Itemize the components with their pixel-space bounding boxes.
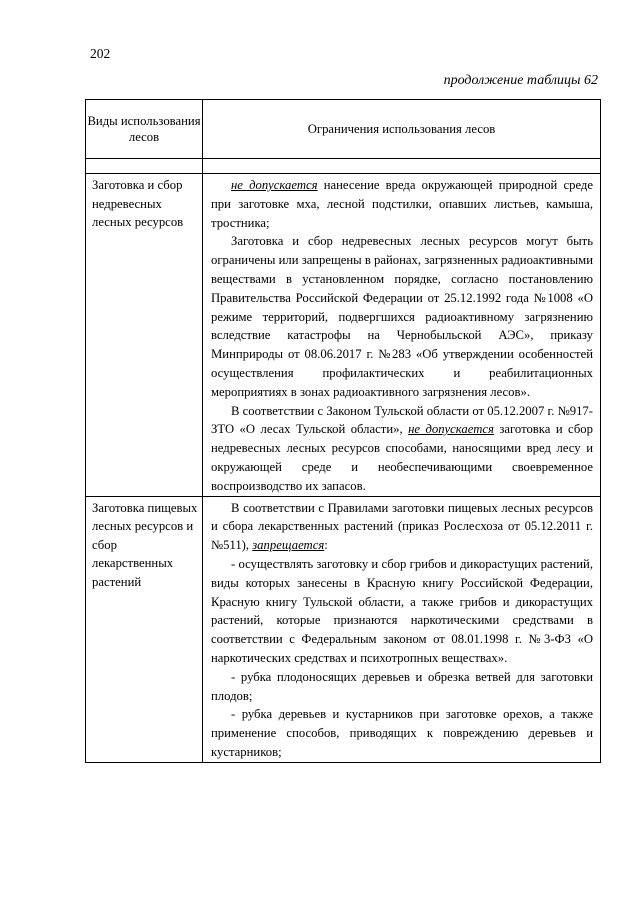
header-forest-use-types: Виды использования лесов <box>86 100 203 159</box>
paragraph-text: заготовка и сбор недревесных лесных ресурсов способами, наносящими вред лесу и окружающей среде и необеспечивающими своевременное воспроизводство их запасов. <box>211 422 593 493</box>
blank-cell <box>86 159 203 174</box>
table-header-row <box>86 100 601 159</box>
table-row <box>86 174 601 497</box>
emphasis-text: не допускается <box>408 422 494 437</box>
table-caption: продолжение таблицы 62 <box>443 73 598 88</box>
paragraph-text: : <box>324 538 328 553</box>
paragraph-text: В соответствии с Правилами заготовки пищевых лесных ресурсов и сбора лекарственных растений (приказ Рослесхоза от 05.12.2011 г. №511), <box>211 500 593 553</box>
restriction-paragraph: - рубка деревьев и кустарников при заготовке орехов, а также применение способов, приводящих к повреждению деревьев и кустарников; <box>211 707 593 759</box>
page-number: 202 <box>90 46 111 61</box>
paragraph-text: В соответствии с Законом Тульской области от 05.12.2007 г. №917-ЗТО «О лесах Тульской области», <box>211 403 593 437</box>
header-restrictions: Ограничения использования лесов <box>203 100 601 159</box>
restriction-paragraph: Заготовка и сбор недревесных лесных ресурсов могут быть ограничены или запрещены в районах, загрязненных радиоактивными веществами в установленном порядке, согласно постановлению Правительства Российской Федерации от 25.12.1992 года №1008 «О режиме территорий, подвергшихся радиоактивному загрязнению вследствие катастрофы на Чернобыльской АЭС», приказу Минприроды от 08.06.2017 г. №283 «Об утверждении особенностей осуществления профилактических и реабилитационных мероприятиях в зонах радиоактивного загрязнения лесов». <box>211 234 593 399</box>
restriction-paragraph: - осуществлять заготовку и сбор грибов и дикорастущих растений, виды которых занесены в Красную книгу Российской Федерации, Красную книгу Тульской области, а также грибов и дикорастущих растений, которые признаются наркотическими средствами в соответствии с Федеральным законом от 08.01.1998 г. №3-ФЗ «О наркотических средствах и психотропных веществах». <box>211 556 593 665</box>
restrictions-table <box>85 99 601 763</box>
restrictions-cell <box>203 496 601 762</box>
blank-row <box>86 159 601 174</box>
paragraph-text: нанесение вреда окружающей природной среде при заготовке мха, лесной подстилки, опавших листьев, камыша, тростника; <box>211 178 594 230</box>
table-row <box>86 496 601 762</box>
restrictions-cell <box>203 174 601 497</box>
forest-use-type-cell: Заготовка и сбор недревесных лесных ресурсов <box>86 174 203 497</box>
blank-cell <box>203 159 601 174</box>
restriction-paragraph <box>211 402 593 496</box>
emphasis-text: запрещается <box>252 538 325 553</box>
forest-use-type-cell: Заготовка пищевых лесных ресурсов и сбор лекарственных растений <box>86 496 203 762</box>
restriction-paragraph <box>211 176 593 232</box>
restriction-paragraph: - рубка плодоносящих деревьев и обрезка ветвей для заготовки плодов; <box>211 669 593 703</box>
emphasis-text: не допускается <box>231 178 318 192</box>
restriction-paragraph <box>211 499 593 555</box>
